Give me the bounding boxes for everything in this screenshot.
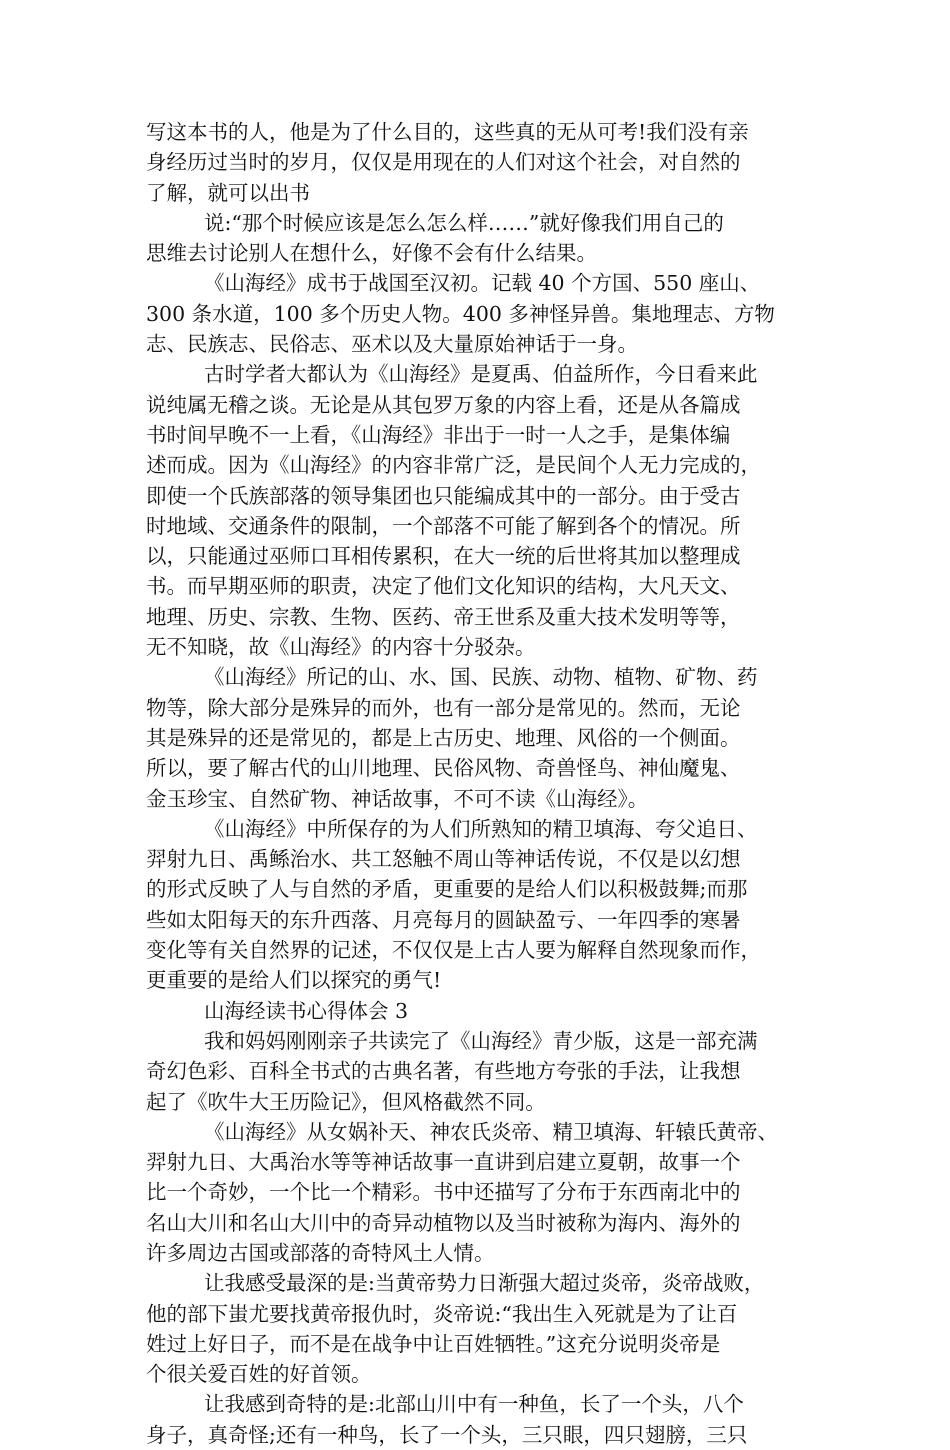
text-line: 羿射九日、大禹治水等等神话故事一直讲到启建立夏朝，故事一个: [146, 1150, 741, 1175]
text-line: 姓过上好日子，而不是在战争中让百姓牺牲。”这充分说明炎帝是: [146, 1331, 721, 1356]
text-line: 我和妈妈刚刚亲子共读完了《山海经》青少版，这是一部充满: [204, 1028, 758, 1053]
text-line: 奇幻色彩、百科全书式的古典名著，有些地方夸张的手法，让我想: [146, 1059, 741, 1084]
text-line: 羿射九日、禹鲧治水、共工怒触不周山等神话传说，不仅是以幻想: [146, 847, 741, 872]
text-line: 些如太阳每天的东升西落、月亮每月的圆缺盈亏、一年四季的寒暑: [146, 907, 741, 932]
text-line: 书时间早晚不一上看，《山海经》非出于一时一人之手，是集体编: [146, 422, 731, 447]
text-line: 所以，要了解古代的山川地理、民俗风物、奇兽怪鸟、神仙魔鬼、: [146, 756, 741, 781]
text-line: 无不知晓，故《山海经》的内容十分驳杂。: [146, 635, 536, 660]
text-line: 其是殊异的还是常见的，都是上古历史、地理、风俗的一个侧面。: [146, 725, 741, 750]
text-line: 比一个奇妙，一个比一个精彩。书中还描写了分布于东西南北中的: [146, 1180, 741, 1205]
text-line: 《山海经》成书于战国至汉初。记载 40 个方国、550 座山、: [204, 271, 761, 296]
text-line: 古时学者大都认为《山海经》是夏禹、伯益所作，今日看来此: [204, 362, 758, 387]
text-line: 时地域、交通条件的限制，一个部落不可能了解到各个的情况。所: [146, 513, 741, 538]
text-line: 个很关爱百姓的好首领。: [146, 1362, 372, 1387]
text-line: 身经历过当时的岁月，仅仅是用现在的人们对这个社会，对自然的: [146, 150, 741, 175]
text-line: 金玉珍宝、自然矿物、神话故事，不可不读《山海经》。: [146, 786, 649, 811]
text-line: 《山海经》所记的山、水、国、民族、动物、植物、矿物、药: [204, 665, 758, 690]
text-line: 让我感到奇特的是:北部山川中有一种鱼，长了一个头，八个: [204, 1392, 744, 1417]
text-line: 《山海经》中所保存的为人们所熟知的精卫填海、夸父追日、: [204, 816, 758, 841]
text-line: 书。而早期巫师的职责，决定了他们文化知识的结构，大凡天文、: [146, 574, 741, 599]
text-line: 志、民族志、民俗志、巫术以及大量原始神话于一身。: [146, 332, 638, 357]
text-line: 说纯属无稽之谈。无论是从其包罗万象的内容上看，还是从各篇成: [146, 392, 741, 417]
document-body: [146, 117, 806, 1450]
text-line: 地理、历史、宗教、生物、医药、帝王世系及重大技术发明等等，: [146, 604, 741, 629]
text-line: 让我感受最深的是:当黄帝势力日渐强大超过炎帝，炎帝战败，: [204, 1271, 765, 1296]
text-line: 起了《吹牛大王历险记》，但风格截然不同。: [146, 1089, 546, 1114]
text-line: 山海经读书心得体会 3: [204, 998, 409, 1023]
text-line: 他的部下蚩尤要找黄帝报仇时，炎帝说:“我出生入死就是为了让百: [146, 1301, 738, 1326]
text-line: 述而成。因为《山海经》的内容非常广泛，是民间个人无力完成的，: [146, 453, 761, 478]
text-line: 身子，真奇怪;还有一种鸟，长了一个头，三只眼，四只翅膀，三只: [146, 1422, 748, 1447]
text-line: 即使一个氏族部落的领导集团也只能编成其中的一部分。由于受古: [146, 483, 741, 508]
text-line: 《山海经》从女娲补天、神农氏炎帝、精卫填海、轩辕氏黄帝、: [204, 1119, 778, 1144]
text-line: 了解，就可以出书: [146, 180, 310, 205]
text-line: 思维去讨论别人在想什么，好像不会有什么结果。: [146, 241, 597, 266]
text-line: 300 条水道，100 多个历史人物。400 多神怪异兽。集地理志、方物: [146, 301, 775, 326]
text-line: 说:“那个时候应该是怎么怎么样……”就好像我们用自己的: [204, 210, 724, 235]
text-line: 写这本书的人，他是为了什么目的，这些真的无从可考!我们没有亲: [146, 120, 749, 144]
text-line: 物等，除大部分是殊异的而外，也有一部分是常见的。然而，无论: [146, 695, 741, 720]
text-line: 许多周边古国或部落的奇特风土人情。: [146, 1240, 495, 1265]
text-line: 以，只能通过巫师口耳相传累积，在大一统的后世将其加以整理成: [146, 544, 741, 569]
text-line: 变化等有关自然界的记述，不仅仅是上古人要为解释自然现象而作，: [146, 938, 761, 963]
text-line: 的形式反映了人与自然的矛盾，更重要的是给人们以积极鼓舞;而那: [146, 877, 748, 902]
text-line: 更重要的是给人们以探究的勇气!: [146, 968, 442, 993]
text-line: 名山大川和名山大川中的奇异动植物以及当时被称为海内、海外的: [146, 1210, 741, 1235]
